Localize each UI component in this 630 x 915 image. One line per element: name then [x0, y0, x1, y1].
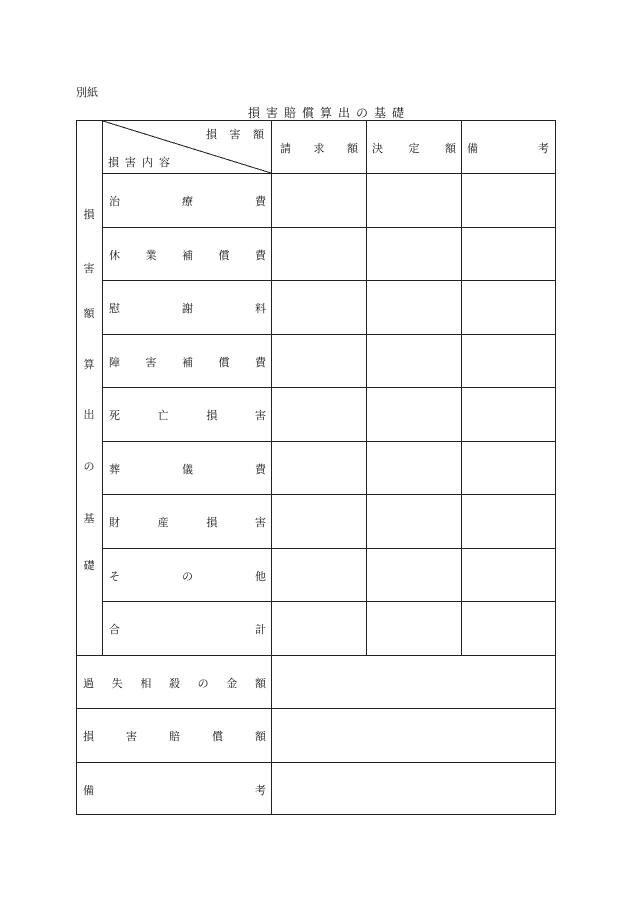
item-row-label: 財 産 損 害 — [109, 516, 266, 529]
footer-row-label: 備 考 — [83, 784, 266, 797]
column-header-decided: 決 定 額 — [372, 142, 456, 155]
corner-header-item: 損 害 内 容 — [108, 156, 170, 169]
side-label-char: 損 — [83, 208, 95, 221]
corner-header-amount: 損 害 額 — [206, 128, 264, 141]
item-row-label: 合 計 — [109, 623, 266, 636]
column-header-remarks: 備 考 — [467, 142, 549, 155]
side-label-char: 礎 — [83, 559, 95, 572]
item-row-label: 休 業 補 償 費 — [109, 249, 266, 262]
side-label-char: の — [83, 460, 95, 473]
side-label-char: 害 — [83, 262, 95, 275]
item-row-label: 葬 儀 費 — [109, 463, 266, 476]
footer-row-label: 過 失 相 殺 の 金 額 — [83, 677, 266, 690]
side-label-char: 算 — [83, 358, 95, 371]
item-row-label: 慰 謝 料 — [109, 302, 266, 315]
item-row-label: そ の 他 — [109, 570, 266, 583]
footer-row-label: 損 害 賠 償 額 — [83, 730, 266, 743]
side-label-char: 出 — [83, 408, 95, 421]
item-row-label: 死 亡 損 害 — [109, 409, 266, 422]
calculation-table — [76, 120, 556, 815]
item-row-label: 障 害 補 償 費 — [109, 356, 266, 369]
document-title: 損害賠償算出の基礎 — [247, 106, 410, 120]
item-row-label: 治 療 費 — [109, 195, 266, 208]
attachment-label: 別紙 — [76, 86, 98, 99]
side-label-char: 額 — [83, 307, 95, 320]
side-label-char: 基 — [83, 512, 95, 525]
column-header-claimed: 請 求 額 — [280, 142, 358, 155]
